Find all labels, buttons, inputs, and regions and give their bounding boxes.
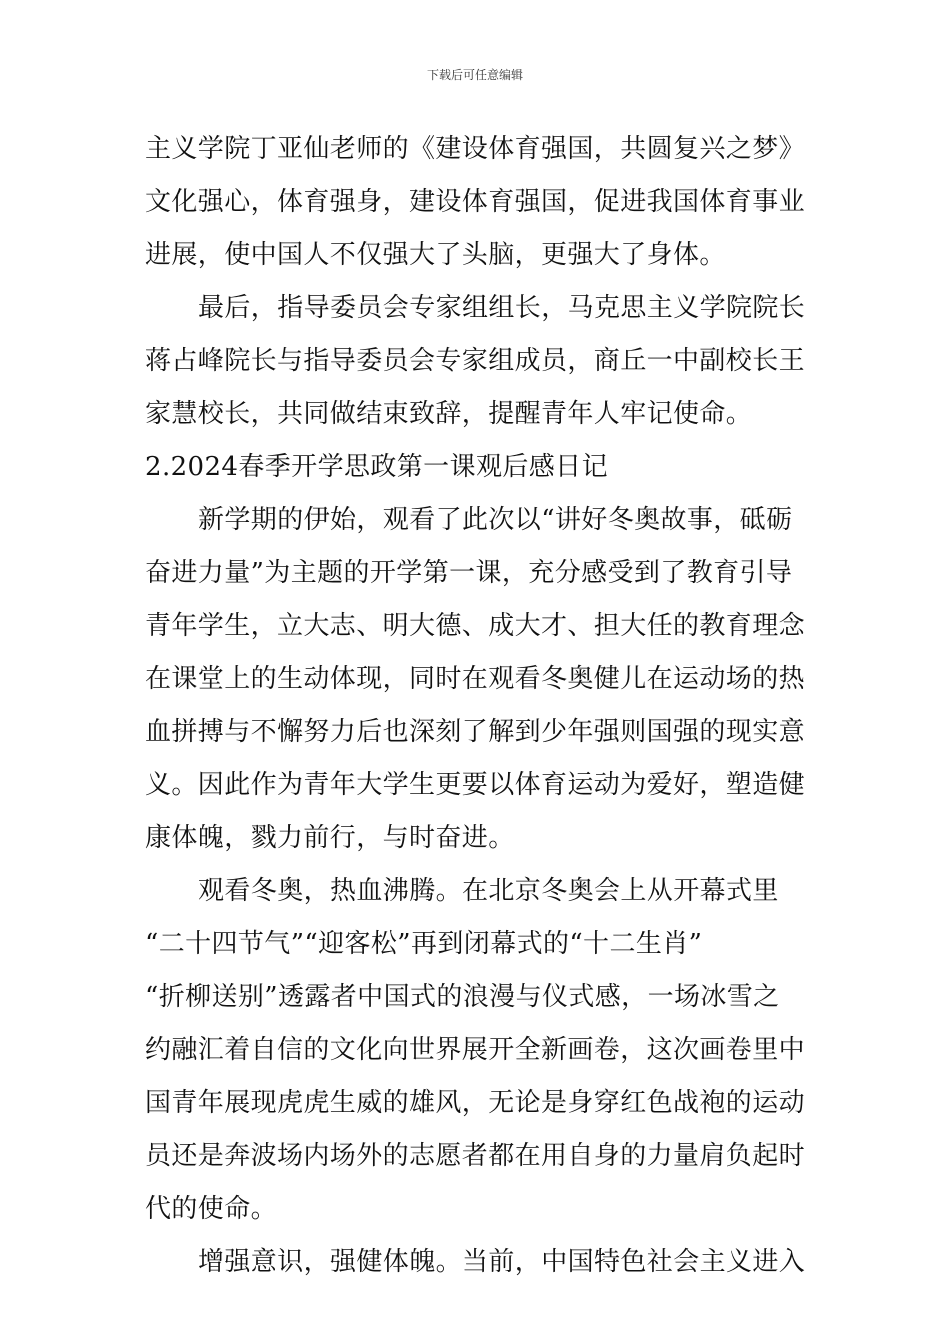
text-line: 血拼搏与不懈努力后也深刻了解到少年强则国强的现实意: [145, 717, 806, 747]
text-line: 代的使命。: [145, 1194, 278, 1224]
text-line: “折柳送别”透露者中国式的浪漫与仪式感，一场冰雪之: [145, 982, 780, 1012]
paragraph-first-line: 最后，指导委员会专家组组长，马克思主义学院院长: [198, 293, 806, 323]
text-line: 奋进力量”为主题的开学第一课，充分感受到了教育引导: [145, 558, 793, 588]
paragraph-first-line: 增强意识，强健体魄。当前，中国特色社会主义进入: [198, 1247, 806, 1277]
text-line: 青年学生，立大志、明大德、成大才、担大任的教育理念: [145, 611, 806, 641]
text-line: 家慧校长，共同做结束致辞，提醒青年人牢记使命。: [145, 399, 753, 429]
text-line: 康体魄，戮力前行，与时奋进。: [145, 823, 515, 853]
text-line: 义。因此作为青年大学生更要以体育运动为爱好，塑造健: [145, 770, 806, 800]
document-body: [145, 123, 810, 1289]
text-line: 约融汇着自信的文化向世界展开全新画卷，这次画卷里中: [145, 1035, 806, 1065]
text-line: 进展，使中国人不仅强大了头脑，更强大了身体。: [145, 240, 726, 270]
paragraph-first-line: 新学期的伊始，观看了此次以“讲好冬奥故事，砥砺: [198, 505, 793, 535]
paragraph-first-line: 观看冬奥，热血沸腾。在北京冬奥会上从开幕式里: [198, 876, 779, 906]
page-header: 下载后可任意编辑: [426, 68, 523, 82]
text-line: 文化强心，体育强身，建设体育强国，促进我国体育事业: [145, 187, 806, 217]
section-heading: 2.2024春季开学思政第一课观后感日记: [145, 452, 608, 482]
text-line: 在课堂上的生动体现，同时在观看冬奥健儿在运动场的热: [145, 664, 806, 694]
text-line: 国青年展现虎虎生威的雄风，无论是身穿红色战袍的运动: [145, 1088, 806, 1118]
text-line: “二十四节气”“迎客松”再到闭幕式的“十二生肖”: [145, 929, 703, 959]
text-line: 员还是奔波场内场外的志愿者都在用自身的力量肩负起时: [145, 1141, 806, 1171]
text-line: 蒋占峰院长与指导委员会专家组成员，商丘一中副校长王: [145, 346, 806, 376]
text-line: 主义学院丁亚仙老师的《建设体育强国，共圆复兴之梦》: [145, 134, 806, 164]
